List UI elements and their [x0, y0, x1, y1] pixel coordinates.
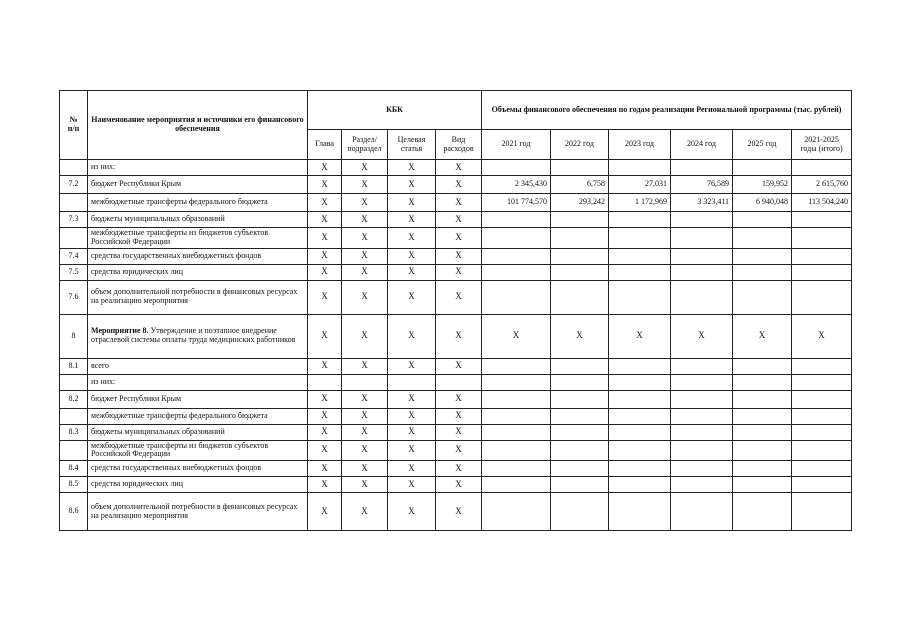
kbk-cell: X	[342, 314, 388, 358]
volume-cell	[671, 160, 733, 176]
kbk-cell: X	[342, 408, 388, 424]
volume-cell	[733, 212, 792, 228]
kbk-cell: X	[388, 358, 436, 374]
kbk-col-header: Целевая статья	[388, 130, 436, 160]
kbk-cell: X	[308, 280, 342, 314]
volume-cell	[671, 424, 733, 440]
volume-cell	[671, 408, 733, 424]
volume-cell	[792, 408, 852, 424]
table-row	[60, 493, 852, 531]
header-kbk: КБК	[308, 91, 482, 130]
kbk-cell: X	[308, 461, 342, 477]
volume-cell: X	[551, 314, 609, 358]
kbk-cell: X	[342, 280, 388, 314]
volume-cell	[733, 461, 792, 477]
volume-cell	[609, 280, 671, 314]
kbk-cell: X	[342, 461, 388, 477]
volume-cell: X	[671, 314, 733, 358]
row-name: объем дополнительной потребности в финансовых ресурсах на реализацию мероприятия	[88, 280, 308, 314]
table-row	[60, 424, 852, 440]
volume-cell	[792, 390, 852, 408]
kbk-cell: X	[342, 424, 388, 440]
volume-cell	[551, 408, 609, 424]
kbk-cell: X	[436, 408, 482, 424]
volume-cell	[609, 160, 671, 176]
volume-cell	[551, 212, 609, 228]
row-name	[88, 314, 308, 358]
header-name: Наименование мероприятия и источники его финансового обеспечения	[88, 91, 308, 160]
volume-cell	[551, 228, 609, 249]
kbk-cell: X	[308, 390, 342, 408]
volume-cell	[792, 374, 852, 390]
volume-cell	[671, 212, 733, 228]
kbk-cell: X	[436, 176, 482, 194]
volume-cell	[482, 248, 551, 264]
volume-cell	[733, 440, 792, 461]
kbk-cell: X	[308, 358, 342, 374]
volume-cell: X	[733, 314, 792, 358]
volume-cell	[482, 408, 551, 424]
volume-cell	[551, 424, 609, 440]
volume-cell: 6,758	[551, 176, 609, 194]
volume-cell	[609, 228, 671, 249]
kbk-cell: X	[342, 176, 388, 194]
volume-cell	[551, 477, 609, 493]
volume-cell	[609, 374, 671, 390]
row-name: бюджеты муниципальных образований	[88, 424, 308, 440]
kbk-cell	[308, 374, 342, 390]
row-number: 8.1	[60, 358, 88, 374]
volume-cell	[792, 212, 852, 228]
volume-cell	[609, 390, 671, 408]
kbk-cell: X	[308, 440, 342, 461]
volume-cell	[792, 424, 852, 440]
kbk-cell: X	[388, 408, 436, 424]
kbk-cell: X	[342, 248, 388, 264]
kbk-cell: X	[388, 424, 436, 440]
kbk-cell: X	[388, 264, 436, 280]
kbk-cell: X	[308, 314, 342, 358]
year-col-header: 2021 год	[482, 130, 551, 160]
volume-cell	[482, 228, 551, 249]
table-row	[60, 264, 852, 280]
kbk-cell: X	[308, 160, 342, 176]
kbk-col-header: Вид расходов	[436, 130, 482, 160]
volume-cell	[792, 440, 852, 461]
kbk-cell: X	[308, 424, 342, 440]
volume-cell	[482, 358, 551, 374]
volume-cell	[482, 160, 551, 176]
volume-cell: X	[609, 314, 671, 358]
row-number: 7.6	[60, 280, 88, 314]
volume-cell	[671, 248, 733, 264]
row-name: межбюджетные трансферты федерального бюджета	[88, 408, 308, 424]
volume-cell	[482, 280, 551, 314]
volume-cell: 159,952	[733, 176, 792, 194]
year-col-header: 2024 год	[671, 130, 733, 160]
kbk-cell: X	[342, 477, 388, 493]
table-row	[60, 212, 852, 228]
row-name: бюджеты муниципальных образований	[88, 212, 308, 228]
year-col-header: 2023 год	[609, 130, 671, 160]
table-row	[60, 440, 852, 461]
kbk-col-header: Глава	[308, 130, 342, 160]
row-number: 7.3	[60, 212, 88, 228]
volume-cell	[792, 280, 852, 314]
volume-cell	[609, 358, 671, 374]
row-number: 7.4	[60, 248, 88, 264]
kbk-cell: X	[342, 493, 388, 531]
kbk-cell: X	[308, 176, 342, 194]
volume-cell: 27,031	[609, 176, 671, 194]
volume-cell	[792, 477, 852, 493]
row-name: из них:	[88, 374, 308, 390]
volume-cell: 101 774,570	[482, 194, 551, 212]
table-row	[60, 176, 852, 194]
volume-cell	[551, 493, 609, 531]
row-number: 8.3	[60, 424, 88, 440]
table-row	[60, 314, 852, 358]
kbk-cell: X	[436, 358, 482, 374]
row-name: бюджет Республики Крым	[88, 390, 308, 408]
row-name: межбюджетные трансферты из бюджетов субъектов Российской Федерации	[88, 440, 308, 461]
kbk-cell: X	[436, 493, 482, 531]
kbk-cell: X	[308, 228, 342, 249]
row-number	[60, 374, 88, 390]
row-name: объем дополнительной потребности в финансовых ресурсах на реализацию мероприятия	[88, 493, 308, 531]
year-col-header: 2022 год	[551, 130, 609, 160]
volume-cell	[733, 228, 792, 249]
kbk-cell: X	[436, 440, 482, 461]
volume-cell	[609, 212, 671, 228]
kbk-cell: X	[342, 228, 388, 249]
volume-cell	[551, 358, 609, 374]
kbk-cell: X	[388, 160, 436, 176]
table-row	[60, 228, 852, 249]
kbk-cell: X	[388, 212, 436, 228]
volume-cell	[551, 280, 609, 314]
row-name: из них:	[88, 160, 308, 176]
volume-cell	[482, 212, 551, 228]
volume-cell	[671, 461, 733, 477]
volume-cell	[671, 390, 733, 408]
kbk-cell: X	[436, 314, 482, 358]
table-row	[60, 248, 852, 264]
volume-cell	[733, 390, 792, 408]
volume-cell: 76,589	[671, 176, 733, 194]
kbk-cell: X	[342, 358, 388, 374]
row-number	[60, 194, 88, 212]
kbk-cell	[436, 374, 482, 390]
header-volumes: Объемы финансового обеспечения по годам реализации Региональной программы (тыс. рублей)	[482, 91, 852, 130]
kbk-cell	[342, 374, 388, 390]
kbk-cell: X	[342, 212, 388, 228]
kbk-cell: X	[388, 176, 436, 194]
volume-cell	[482, 477, 551, 493]
volume-cell	[733, 408, 792, 424]
volume-cell	[551, 461, 609, 477]
volume-cell	[671, 493, 733, 531]
volume-cell	[792, 461, 852, 477]
kbk-cell: X	[342, 440, 388, 461]
volume-cell	[551, 440, 609, 461]
row-name: всего	[88, 358, 308, 374]
volume-cell: 6 940,048	[733, 194, 792, 212]
volume-cell	[482, 461, 551, 477]
table-row	[60, 390, 852, 408]
table-row	[60, 374, 852, 390]
kbk-cell: X	[388, 461, 436, 477]
kbk-cell: X	[436, 477, 482, 493]
row-number	[60, 160, 88, 176]
kbk-cell: X	[436, 461, 482, 477]
kbk-cell: X	[308, 212, 342, 228]
kbk-cell: X	[436, 160, 482, 176]
volume-cell	[792, 264, 852, 280]
kbk-cell: X	[342, 390, 388, 408]
kbk-cell: X	[388, 440, 436, 461]
year-col-header: 2021-2025 годы (итого)	[792, 130, 852, 160]
row-name: средства юридических лиц	[88, 264, 308, 280]
row-number	[60, 440, 88, 461]
measure-description: Утверждение и поэтапное внедрение отраслевой системы оплаты труда медицинских работников	[91, 326, 296, 345]
kbk-cell: X	[342, 160, 388, 176]
kbk-cell: X	[436, 424, 482, 440]
row-name: бюджет Республики Крым	[88, 176, 308, 194]
volume-cell	[551, 248, 609, 264]
volume-cell	[609, 477, 671, 493]
volume-cell	[792, 228, 852, 249]
kbk-cell: X	[308, 408, 342, 424]
kbk-cell: X	[388, 493, 436, 531]
row-number	[60, 408, 88, 424]
volume-cell	[733, 424, 792, 440]
table-row	[60, 358, 852, 374]
kbk-cell: X	[342, 194, 388, 212]
volume-cell	[482, 374, 551, 390]
volume-cell	[551, 374, 609, 390]
kbk-cell: X	[436, 280, 482, 314]
header-num: № п/п	[60, 91, 88, 160]
table-row	[60, 280, 852, 314]
volume-cell	[609, 461, 671, 477]
financing-table	[59, 90, 852, 531]
measure-title: Мероприятие 8.	[91, 326, 149, 336]
kbk-cell: X	[308, 477, 342, 493]
kbk-cell: X	[436, 264, 482, 280]
volume-cell: 293,242	[551, 194, 609, 212]
table-row	[60, 194, 852, 212]
kbk-cell: X	[308, 493, 342, 531]
row-name: межбюджетные трансферты федерального бюджета	[88, 194, 308, 212]
kbk-cell: X	[436, 212, 482, 228]
volume-cell	[551, 390, 609, 408]
volume-cell	[482, 440, 551, 461]
row-number: 7.2	[60, 176, 88, 194]
year-col-header: 2025 год	[733, 130, 792, 160]
row-number	[60, 228, 88, 249]
volume-cell	[792, 248, 852, 264]
volume-cell	[733, 248, 792, 264]
volume-cell	[733, 477, 792, 493]
volume-cell: 113 504,240	[792, 194, 852, 212]
kbk-cell: X	[388, 194, 436, 212]
volume-cell	[671, 280, 733, 314]
kbk-cell: X	[436, 228, 482, 249]
row-number: 8.2	[60, 390, 88, 408]
volume-cell	[609, 424, 671, 440]
kbk-cell: X	[436, 248, 482, 264]
table-row	[60, 160, 852, 176]
volume-cell: X	[792, 314, 852, 358]
volume-cell	[733, 264, 792, 280]
volume-cell	[609, 408, 671, 424]
volume-cell	[671, 228, 733, 249]
volume-cell	[551, 160, 609, 176]
kbk-cell	[388, 374, 436, 390]
row-number: 8.4	[60, 461, 88, 477]
row-name: межбюджетные трансферты из бюджетов субъектов Российской Федерации	[88, 228, 308, 249]
kbk-cell: X	[342, 264, 388, 280]
row-number: 7.5	[60, 264, 88, 280]
volume-cell	[671, 477, 733, 493]
volume-cell	[733, 493, 792, 531]
table-row	[60, 408, 852, 424]
volume-cell	[733, 160, 792, 176]
kbk-cell: X	[388, 314, 436, 358]
volume-cell	[792, 160, 852, 176]
kbk-cell: X	[388, 248, 436, 264]
volume-cell	[482, 264, 551, 280]
volume-cell: 2 615,760	[792, 176, 852, 194]
row-name: средства государственных внебюджетных фондов	[88, 461, 308, 477]
kbk-cell: X	[388, 390, 436, 408]
row-number: 8.5	[60, 477, 88, 493]
kbk-cell: X	[308, 264, 342, 280]
volume-cell	[792, 493, 852, 531]
kbk-cell: X	[308, 194, 342, 212]
volume-cell	[792, 358, 852, 374]
volume-cell	[671, 374, 733, 390]
volume-cell	[609, 493, 671, 531]
kbk-col-header: Раздел/ подраздел	[342, 130, 388, 160]
row-number: 8	[60, 314, 88, 358]
volume-cell: 2 345,430	[482, 176, 551, 194]
row-number: 8.6	[60, 493, 88, 531]
volume-cell	[733, 374, 792, 390]
kbk-cell: X	[436, 194, 482, 212]
volume-cell	[482, 424, 551, 440]
kbk-cell: X	[388, 280, 436, 314]
table-row	[60, 477, 852, 493]
volume-cell: X	[482, 314, 551, 358]
table-row	[60, 461, 852, 477]
kbk-cell: X	[436, 390, 482, 408]
volume-cell	[482, 493, 551, 531]
volume-cell: 1 172,969	[609, 194, 671, 212]
row-name: средства государственных внебюджетных фондов	[88, 248, 308, 264]
volume-cell	[671, 358, 733, 374]
volume-cell	[609, 264, 671, 280]
volume-cell	[733, 280, 792, 314]
volume-cell	[482, 390, 551, 408]
volume-cell	[609, 440, 671, 461]
volume-cell: 3 323,411	[671, 194, 733, 212]
volume-cell	[671, 264, 733, 280]
row-name: средства юридических лиц	[88, 477, 308, 493]
kbk-cell: X	[388, 477, 436, 493]
volume-cell	[551, 264, 609, 280]
kbk-cell: X	[308, 248, 342, 264]
volume-cell	[671, 440, 733, 461]
volume-cell	[609, 248, 671, 264]
kbk-cell: X	[388, 228, 436, 249]
volume-cell	[733, 358, 792, 374]
